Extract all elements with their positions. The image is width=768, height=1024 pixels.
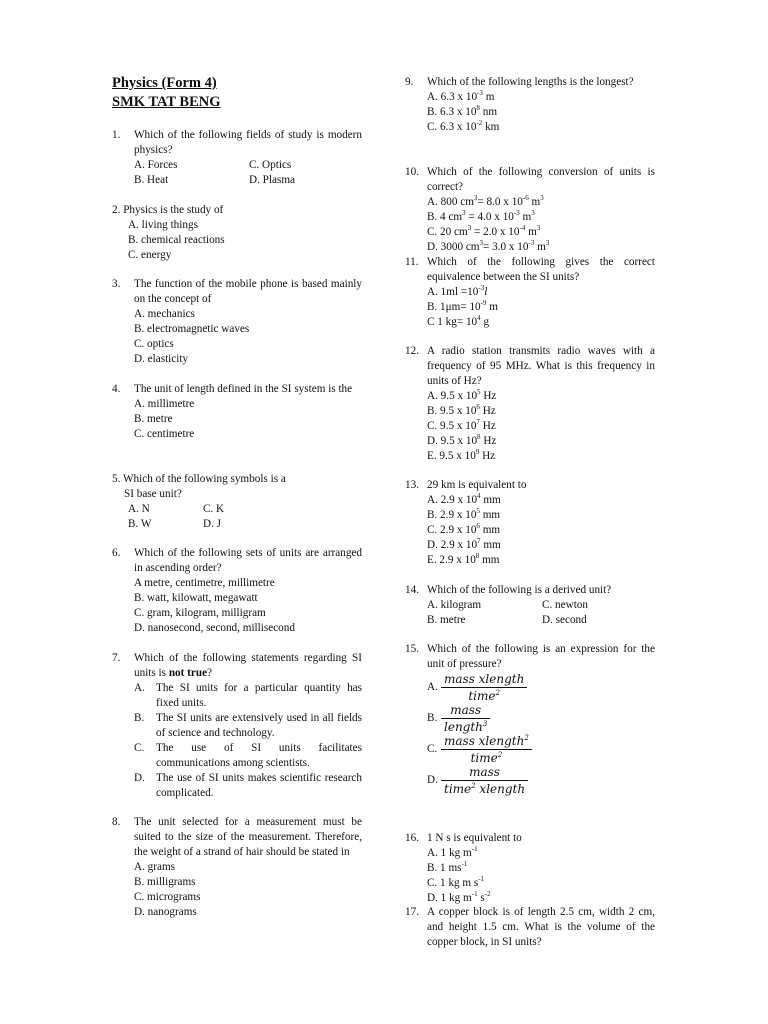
- option-a[interactable]: [134, 681, 362, 711]
- numerator: [441, 671, 527, 688]
- question-number: 17.: [405, 906, 419, 918]
- exponent: -2: [484, 890, 491, 898]
- fraction: [441, 733, 532, 766]
- option-b[interactable]: B. metre: [427, 614, 466, 626]
- question-text: Which of the following gives the correct equivalence between the SI units?: [427, 256, 655, 283]
- options: [128, 218, 362, 263]
- exponent: 3: [479, 239, 484, 247]
- option-letter: C.: [427, 743, 438, 755]
- question-number: 1.: [112, 129, 121, 141]
- option-b[interactable]: B. chemical reactions: [128, 234, 225, 246]
- option-d[interactable]: D. nanograms: [134, 906, 197, 918]
- numerator-text: mass: [450, 703, 482, 717]
- question-text: 1 N s is equivalent to: [427, 832, 522, 844]
- option-c[interactable]: [427, 876, 655, 891]
- option-d[interactable]: D. nanosecond, second, millisecond: [134, 622, 295, 634]
- unit: Hz: [480, 435, 497, 447]
- option-b[interactable]: B. watt, kilowatt, megawatt: [134, 592, 258, 604]
- options: [134, 681, 362, 801]
- exponent: 7: [477, 537, 481, 545]
- option-text: D. 9.5 x 10: [427, 435, 478, 447]
- question-text: 5. Which of the following symbols is a: [112, 473, 286, 485]
- option-c[interactable]: [427, 225, 655, 240]
- unit: m: [482, 91, 495, 103]
- unit: Hz: [480, 390, 497, 402]
- options: [427, 846, 655, 906]
- options: [128, 502, 362, 532]
- option-text: A. 2.9 x 10: [427, 494, 478, 506]
- exponent: -3: [477, 89, 483, 97]
- question-number: 14.: [405, 584, 419, 596]
- denominator-text: length: [444, 720, 483, 734]
- question-number: 7.: [112, 652, 121, 664]
- options: [427, 493, 655, 568]
- question-text: The unit of length defined in the SI system is the: [134, 383, 353, 395]
- options: [427, 389, 655, 464]
- question-2: [112, 203, 362, 263]
- exponent: 6: [476, 403, 480, 411]
- option-c[interactable]: C. newton: [542, 599, 588, 611]
- option-c[interactable]: [134, 741, 362, 771]
- exponent: 2: [524, 734, 529, 742]
- option-d[interactable]: [427, 240, 655, 255]
- exponent: -4: [519, 224, 526, 232]
- school-name: SMK TAT BENG: [112, 94, 221, 110]
- question-17: [405, 905, 655, 950]
- unit: mm: [480, 494, 501, 506]
- question-6: [112, 546, 362, 636]
- question-5: [112, 472, 362, 532]
- question-1: [112, 128, 362, 188]
- option-text: B. 9.5 x 10: [427, 405, 477, 417]
- exponent: -3: [513, 209, 520, 217]
- option-text: D. 1 kg m: [427, 892, 472, 904]
- option-d[interactable]: D. J: [203, 518, 222, 530]
- exponent: 3: [540, 194, 544, 202]
- denominator-text: time: [444, 782, 472, 796]
- option-b[interactable]: [427, 404, 655, 419]
- emphasis-not-true: not true: [168, 667, 208, 679]
- option-c[interactable]: C. energy: [128, 249, 172, 261]
- denominator-text: time: [468, 689, 496, 703]
- options: [134, 307, 362, 367]
- unit: km: [482, 121, 500, 133]
- option-c[interactable]: [427, 419, 655, 434]
- exponent: -1: [461, 860, 468, 868]
- question-12: [405, 344, 655, 464]
- unit: Hz: [479, 420, 496, 432]
- denominator-text: time: [470, 751, 498, 765]
- options: [427, 672, 655, 796]
- option-a[interactable]: A. Forces: [134, 159, 178, 171]
- option-text: C. 20 cm: [427, 226, 468, 238]
- question-number: 6.: [112, 547, 121, 559]
- exponent: 8: [477, 433, 481, 441]
- option-text: The use of SI units makes scientific research complicated.: [156, 772, 362, 799]
- option-d[interactable]: [427, 434, 655, 449]
- unit: m: [519, 211, 532, 223]
- option-text: B. 4 cm: [427, 211, 463, 223]
- exponent: 4: [477, 492, 481, 500]
- option-text: The use of SI units facilitates communications among scientists.: [156, 742, 362, 769]
- exponent: 9: [475, 448, 480, 456]
- option-e[interactable]: [427, 553, 655, 568]
- option-d[interactable]: D. Plasma: [249, 174, 295, 186]
- option-d[interactable]: [427, 765, 655, 796]
- question-text: Which of the following is an expression for the unit of pressure?: [427, 643, 655, 670]
- exponent: 3: [473, 194, 478, 202]
- option-text: A. 1ml =10: [427, 286, 479, 298]
- question-number: 3.: [112, 278, 121, 290]
- option-c[interactable]: C. optics: [134, 338, 174, 350]
- question-text-part: ?: [207, 667, 213, 679]
- option-text: A. 9.5 x 10: [427, 390, 478, 402]
- option-letter: D.: [427, 774, 438, 786]
- question-3: [112, 277, 362, 367]
- question-8: [112, 815, 362, 920]
- exponent: 3: [536, 224, 541, 232]
- option-a[interactable]: [427, 672, 655, 703]
- option-text: The SI units are extensively used in all fields of science and technology.: [156, 712, 362, 739]
- exponent: 7: [476, 418, 480, 426]
- options: [427, 598, 655, 628]
- option-b[interactable]: [427, 105, 655, 120]
- options: [427, 90, 655, 135]
- option-text: C. 9.5 x 10: [427, 420, 477, 432]
- option-letter: C.: [134, 742, 145, 754]
- unit: mm: [480, 539, 501, 551]
- exponent: 5: [477, 388, 481, 396]
- exponent: 2: [495, 689, 500, 697]
- option-a[interactable]: A. millimetre: [134, 398, 195, 410]
- question-text: 2. Physics is the study of: [112, 204, 224, 216]
- option-text: E. 2.9 x 10: [427, 554, 476, 566]
- option-a[interactable]: A metre, centimetre, millimetre: [134, 577, 275, 589]
- option-a[interactable]: [427, 285, 655, 300]
- options: [134, 397, 362, 442]
- question-11: [405, 255, 655, 330]
- option-a[interactable]: A. N: [128, 503, 150, 515]
- unit: m: [525, 226, 537, 238]
- options: [134, 860, 362, 920]
- unit: mm: [479, 509, 501, 521]
- option-text: C 1 kg= 10: [427, 316, 478, 328]
- question-16: [405, 831, 655, 906]
- question-text: A radio station transmits radio waves with a frequency of 95 MHz. What is this frequency in units of Hz?: [427, 345, 655, 387]
- question-number: 8.: [112, 816, 121, 828]
- question-number: 16.: [405, 832, 419, 844]
- option-letter: A.: [427, 681, 438, 693]
- unit: m: [486, 301, 498, 313]
- unit: m: [534, 241, 546, 253]
- question-number: 9.: [405, 76, 414, 88]
- exponent: -6: [522, 194, 529, 202]
- unit: mm: [479, 554, 500, 566]
- numerator-text: mass: [469, 765, 500, 779]
- option-text: B. 6.3 x 10: [427, 106, 477, 118]
- fraction: [441, 702, 490, 735]
- question-text: Which of the following sets of units are arranged in ascending order?: [134, 547, 362, 574]
- option-d[interactable]: [427, 538, 655, 553]
- options: [427, 195, 655, 255]
- question-text: 29 km is equivalent to: [427, 479, 527, 491]
- fraction: [441, 764, 528, 797]
- option-c[interactable]: C. K: [203, 503, 225, 515]
- option-b[interactable]: [134, 711, 362, 741]
- exponent: 3: [545, 239, 550, 247]
- numerator: [441, 764, 528, 781]
- option-text: E. 9.5 x 10: [427, 450, 476, 462]
- question-text: A copper block is of length 2.5 cm, width 2 cm, and height 1.5 cm. What is the volume of the copper block, in SI units?: [427, 906, 655, 948]
- option-b[interactable]: [427, 210, 655, 225]
- exponent: -2: [476, 119, 483, 127]
- question-number: 12.: [405, 345, 419, 357]
- denominator: [441, 781, 528, 797]
- option-e[interactable]: [427, 449, 655, 464]
- option-c[interactable]: [427, 734, 655, 765]
- option-text: B. 1μm= 10: [427, 301, 481, 313]
- option-c[interactable]: C. micrograms: [134, 891, 201, 903]
- option-text: D. 2.9 x 10: [427, 539, 478, 551]
- options: [134, 576, 362, 636]
- option-b[interactable]: B. metre: [134, 413, 173, 425]
- exponent: -1: [471, 890, 478, 898]
- question-10: [405, 165, 655, 255]
- option-text: C. 2.9 x 10: [427, 524, 477, 536]
- exponent: 3: [531, 209, 535, 217]
- option-letter: B.: [134, 712, 145, 724]
- option-text: C. 1 kg m s: [427, 877, 479, 889]
- unit: mm: [479, 524, 501, 536]
- option-b[interactable]: B. electromagnetic waves: [134, 323, 250, 335]
- question-14: [405, 583, 655, 628]
- exponent: 2: [497, 751, 503, 759]
- option-letter: D.: [134, 772, 145, 784]
- worksheet-title: Physics (Form 4): [112, 75, 217, 91]
- option-b[interactable]: B. milligrams: [134, 876, 196, 888]
- option-letter: B.: [427, 712, 438, 724]
- question-text: Which of the following conversion of units is correct?: [427, 166, 655, 193]
- option-a[interactable]: [427, 90, 655, 105]
- option-a[interactable]: [427, 389, 655, 404]
- question-number: 13.: [405, 479, 419, 491]
- exponent: 8: [475, 552, 480, 560]
- option-b[interactable]: [427, 861, 655, 876]
- unit: s: [477, 892, 485, 904]
- question-text-cont: SI base unit?: [124, 488, 182, 500]
- numerator-text: mass xlength: [444, 734, 525, 748]
- exponent: 6: [476, 522, 480, 530]
- option-a[interactable]: A. mechanics: [134, 308, 195, 320]
- unit: g: [480, 316, 490, 328]
- option-text: = 2.0 x 10: [471, 226, 520, 238]
- option-text: D. 3000 cm: [427, 241, 480, 253]
- unit: m: [528, 196, 541, 208]
- question-text: [134, 651, 362, 681]
- option-text: A. 1 kg m: [427, 847, 472, 859]
- denominator-text: xlength: [475, 782, 526, 796]
- option-c[interactable]: C. Optics: [249, 159, 292, 171]
- option-c[interactable]: [427, 315, 655, 330]
- option-d[interactable]: [427, 891, 655, 906]
- question-text: The unit selected for a measurement must be suited to the size of the measurement. Therefore, the weight of a strand of hair should be stated in: [134, 816, 362, 858]
- option-a[interactable]: A. living things: [128, 219, 198, 231]
- exponent: 8: [476, 104, 480, 112]
- question-text: Which of the following fields of study is modern physics?: [134, 129, 362, 156]
- question-4: [112, 382, 362, 442]
- option-a[interactable]: [427, 846, 655, 861]
- question-7: [112, 651, 362, 801]
- question-number: 11.: [405, 256, 419, 268]
- option-text: C. 6.3 x 10: [427, 121, 477, 133]
- option-b[interactable]: B. Heat: [134, 174, 169, 186]
- exponent: 3: [467, 224, 472, 232]
- unit: Hz: [479, 405, 496, 417]
- unit: Hz: [479, 450, 496, 462]
- option-letter: A.: [134, 682, 145, 694]
- option-c[interactable]: C. gram, kilogram, milligram: [134, 607, 266, 619]
- option-a[interactable]: [427, 493, 655, 508]
- option-b[interactable]: [427, 300, 655, 315]
- exponent: 3: [462, 209, 466, 217]
- unit: nm: [479, 106, 498, 118]
- option-text: = 8.0 x 10: [477, 196, 523, 208]
- exponent: -3: [528, 239, 535, 247]
- question-text: Which of the following lengths is the longest?: [427, 76, 634, 88]
- option-c[interactable]: C. centimetre: [134, 428, 195, 440]
- exponent: -3: [478, 284, 485, 292]
- option-c[interactable]: [427, 120, 655, 135]
- option-text: = 3.0 x 10: [483, 241, 529, 253]
- exponent: 5: [476, 507, 480, 515]
- option-text: B. 1 ms: [427, 862, 462, 874]
- exponent: 3: [482, 720, 488, 728]
- exponent: -1: [471, 845, 478, 853]
- option-c[interactable]: [427, 523, 655, 538]
- option-text: A. 6.3 x 10: [427, 91, 478, 103]
- unit: l: [484, 286, 488, 298]
- option-b[interactable]: B. W: [128, 518, 152, 530]
- option-b[interactable]: [427, 508, 655, 523]
- option-text: B. 2.9 x 10: [427, 509, 477, 521]
- question-text: Which of the following is a derived unit?: [427, 584, 612, 596]
- options: [134, 158, 362, 188]
- question-13: [405, 478, 655, 568]
- exponent: -9: [480, 299, 487, 307]
- question-number: 15.: [405, 643, 419, 655]
- option-d[interactable]: D. second: [542, 614, 587, 626]
- option-text: A. 800 cm: [427, 196, 474, 208]
- question-number: 4.: [112, 383, 121, 395]
- option-d[interactable]: D. elasticity: [134, 353, 189, 365]
- option-text: The SI units for a particular quantity has fixed units.: [156, 682, 362, 709]
- question-text-part: Which of the following statements regarding SI units is: [134, 652, 362, 679]
- option-d[interactable]: [134, 771, 362, 801]
- option-text: = 4.0 x 10: [465, 211, 514, 223]
- option-b[interactable]: [427, 703, 655, 734]
- exponent: 4: [477, 314, 481, 322]
- numerator: [441, 702, 490, 719]
- exponent: 2: [471, 782, 476, 790]
- numerator-text: mass xlength: [444, 672, 525, 686]
- exponent: -1: [478, 875, 485, 883]
- fraction: [441, 671, 527, 704]
- option-a[interactable]: A. kilogram: [427, 599, 482, 611]
- option-a[interactable]: [427, 195, 655, 210]
- question-text: The function of the mobile phone is based mainly on the concept of: [134, 278, 362, 305]
- question-9: [405, 75, 655, 135]
- options: [427, 285, 655, 330]
- question-15: [405, 642, 655, 796]
- option-a[interactable]: A. grams: [134, 861, 176, 873]
- numerator: [441, 733, 532, 750]
- question-number: 10.: [405, 166, 419, 178]
